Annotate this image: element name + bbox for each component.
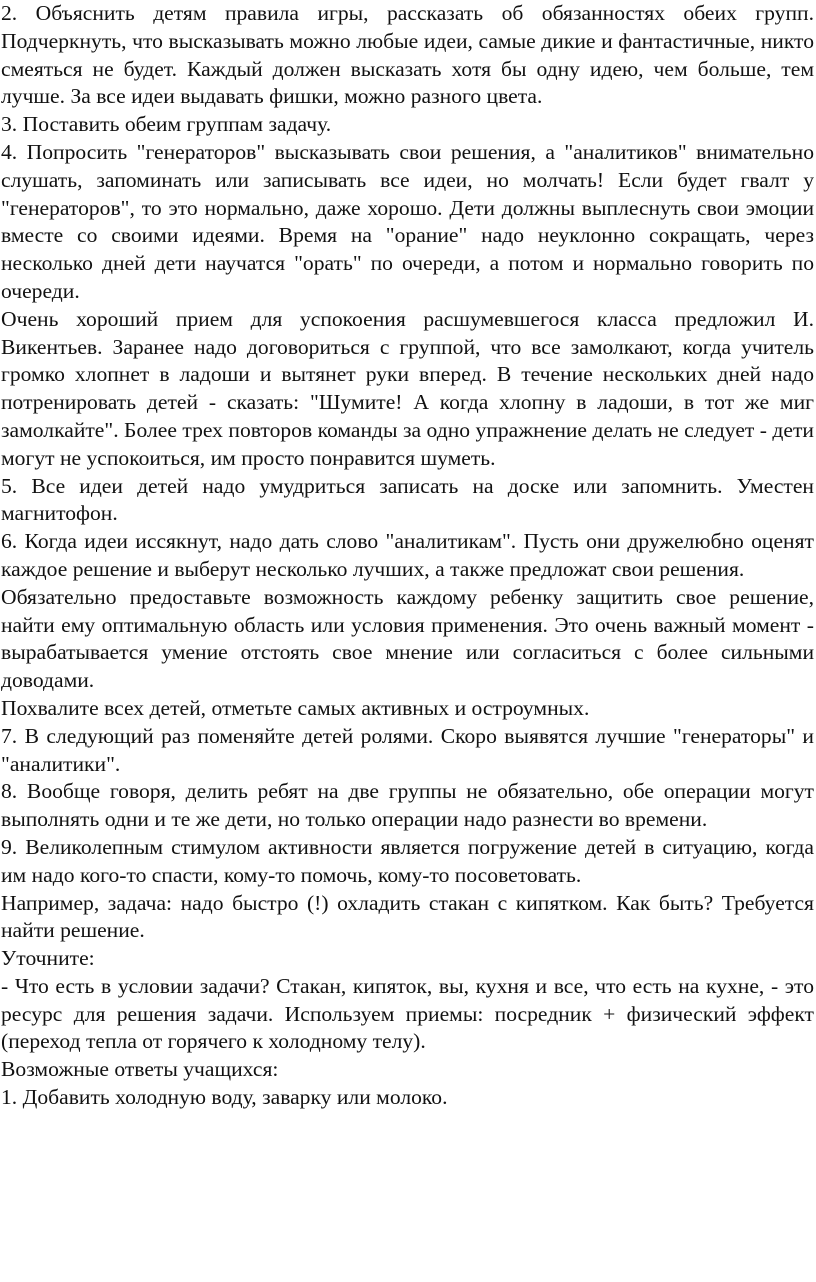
paragraph-step-9: 9. Великолепным стимулом активности является погружение детей в ситуацию, когда им надо кого-то спасти, кому-то помочь, кому-то посоветовать.: [1, 834, 814, 887]
paragraph-step-7: 7. В следующий раз поменяйте детей ролями. Скоро выявятся лучшие "генераторы" и "аналитики".: [1, 723, 814, 776]
paragraph-task-conditions: - Что есть в условии задачи? Стакан, кипяток, вы, кухня и все, что есть на кухне, - это ресурс для решения задачи. Используем приемы: посредник + физический эффект (переход тепла от горячего к холодному телу).: [1, 973, 814, 1054]
paragraph-step-8: 8. Вообще говоря, делить ребят на две группы не обязательно, обе операции могут выполнять одни и те же дети, но только операции надо разнести во времени.: [1, 779, 814, 832]
paragraph-answer-1: 1. Добавить холодную воду, заварку или молоко.: [1, 1085, 448, 1110]
paragraph-step-2: 2. Объяснить детям правила игры, рассказать об обязанностях обеих групп. Подчеркнуть, что высказывать можно любые идеи, самые дикие и фантастичные, никто смеяться не будет. Каждый должен высказать хотя бы одну идею, чем больше, тем лучше. За все идеи выдавать фишки, можно разного цвета.: [1, 1, 814, 109]
paragraph-step-6: 6. Когда идеи иссякнут, надо дать слово "аналитикам". Пусть они дружелюбно оценят каждое решение и выберут несколько лучших, а также предложат свои решения.: [1, 529, 814, 581]
paragraph-possible-answers: Возможные ответы учащихся:: [1, 1057, 279, 1082]
paragraph-praise: Похвалите всех детей, отметьте самых активных и остроумных.: [1, 695, 590, 720]
paragraph-step-5: 5. Все идеи детей надо умудриться записать на доске или запомнить. Уместен магнитофон.: [1, 473, 814, 526]
paragraph-example-task: Например, задача: надо быстро (!) охладить стакан с кипятком. Как быть? Требуется найти решение.: [1, 890, 814, 943]
paragraph-calming-technique: Очень хороший прием для успокоения расшумевшегося класса предложил И. Викентьев. Заранее надо договориться с группой, что все замолкают, когда учитель громко хлопнет в ладоши и вытянет руки вперед. В течение нескольких дней надо потренировать детей - сказать: "Шумите! А когда хлопну в ладоши, в тот же миг замолкайте". Более трех повторов команды за одно упражнение делать не следует - дети могут не успокоиться, им просто понравится шуметь.: [1, 306, 814, 470]
paragraph-clarify: Уточните:: [1, 946, 95, 971]
paragraph-step-4: 4. Попросить "генераторов" высказывать свои решения, а "аналитиков" внимательно слушать, запоминать или записывать все идеи, но молчать! Если будет гвалт у "генераторов", то это нормально, даже хорошо. Дети должны выплеснуть свои эмоции вместе со своими идеями. Время на "орание" надо неуклонно сокращать, через несколько дней дети научатся "орать" по очереди, а потом и нормально говорить по очереди.: [1, 139, 814, 303]
paragraph-step-3: 3. Поставить обеим группам задачу.: [1, 112, 332, 137]
paragraph-defend-solution: Обязательно предоставьте возможность каждому ребенку защитить свое решение, найти ему оптимальную область или условия применения. Это очень важный момент - вырабатывается умение отстоять свое мнение или согласиться с более сильными доводами.: [1, 584, 814, 693]
